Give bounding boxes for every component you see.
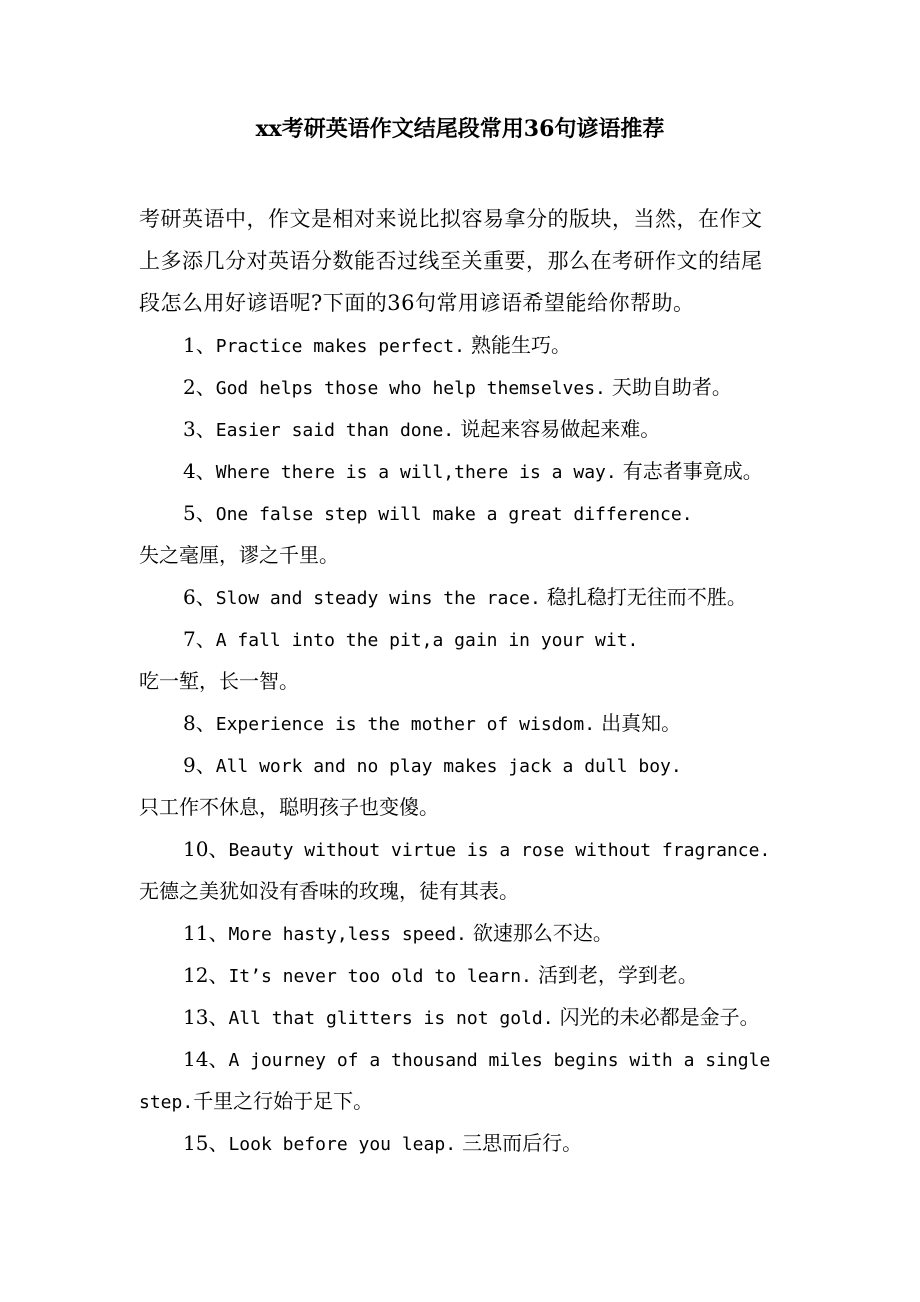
proverb-item bbox=[139, 324, 779, 366]
proverb-chinese: 只工作不休息，聪明孩子也变傻。 bbox=[139, 795, 439, 819]
proverb-chinese: 欲速那么不达。 bbox=[472, 921, 613, 945]
proverb-number: 10、 bbox=[183, 837, 229, 861]
proverb-chinese: 无德之美犹如没有香味的玫瑰，徒有其表。 bbox=[139, 879, 519, 903]
intro-line: 考研英语中，作文是相对来说比拟容易拿分的版块，当然，在作文 bbox=[139, 207, 763, 231]
proverb-chinese: 天助自助者。 bbox=[611, 375, 732, 399]
proverb-english: Easier said than done. bbox=[215, 420, 455, 441]
proverb-english: More hasty,less speed. bbox=[228, 924, 467, 945]
proverb-number: 6、 bbox=[183, 585, 216, 609]
proverb-item bbox=[139, 576, 779, 618]
proverb-number: 5、 bbox=[183, 501, 216, 525]
proverb-english: Look before you leap. bbox=[228, 1134, 457, 1155]
proverb-chinese: 稳扎稳打无往而不胜。 bbox=[546, 585, 747, 609]
proverb-item bbox=[139, 1122, 779, 1164]
proverb-item bbox=[139, 492, 779, 534]
proverb-continuation bbox=[139, 660, 779, 702]
proverb-chinese: 失之毫厘，谬之千里。 bbox=[139, 543, 339, 567]
proverb-item bbox=[139, 912, 779, 954]
proverb-item bbox=[139, 1038, 779, 1080]
proverb-number: 15、 bbox=[183, 1131, 229, 1155]
proverb-english: Beauty without virtue is a rose without fragrance. bbox=[228, 840, 771, 861]
proverb-chinese: 有志者事竟成。 bbox=[622, 459, 763, 483]
proverb-continuation bbox=[139, 1080, 779, 1122]
proverb-chinese: 闪光的未必都是金子。 bbox=[559, 1005, 760, 1029]
proverb-number: 7、 bbox=[183, 627, 216, 651]
document-title: xx考研英语作文结尾段常用36句谚语推荐 bbox=[255, 116, 665, 142]
proverb-english: It’s never too old to learn. bbox=[228, 966, 532, 987]
proverb-chinese: 吃一堑，长一智。 bbox=[139, 669, 299, 693]
proverb-item bbox=[139, 366, 779, 408]
proverb-english: Slow and steady wins the race. bbox=[215, 588, 541, 609]
proverb-number: 3、 bbox=[183, 417, 216, 441]
proverb-continuation bbox=[139, 870, 779, 912]
proverb-number: 9、 bbox=[183, 753, 216, 777]
proverb-chinese: 说起来容易做起来难。 bbox=[460, 417, 661, 441]
proverb-english: All that glitters is not gold. bbox=[228, 1008, 554, 1029]
proverb-item bbox=[139, 702, 779, 744]
proverb-english: A journey of a thousand miles begins with a single bbox=[228, 1050, 771, 1071]
proverb-english: A fall into the pit,a gain in your wit. bbox=[215, 630, 639, 651]
proverb-english: Practice makes perfect. bbox=[215, 336, 465, 357]
proverb-number: 12、 bbox=[183, 963, 229, 987]
proverb-number: 2、 bbox=[183, 375, 216, 399]
proverb-item bbox=[139, 996, 779, 1038]
proverb-item bbox=[139, 744, 779, 786]
intro-line: 段怎么用好谚语呢?下面的36句常用谚语希望能给你帮助。 bbox=[139, 291, 695, 315]
proverb-chinese: 熟能生巧。 bbox=[471, 333, 572, 357]
intro-line: 上多添几分对英语分数能否过线至关重要，那么在考研作文的结尾 bbox=[139, 249, 763, 273]
proverb-item bbox=[139, 828, 779, 870]
proverb-english: step. bbox=[139, 1092, 194, 1113]
proverb-english: God helps those who help themselves. bbox=[215, 378, 606, 399]
proverb-number: 4、 bbox=[183, 459, 216, 483]
proverb-number: 8、 bbox=[183, 711, 216, 735]
proverb-list bbox=[139, 324, 779, 1164]
proverb-number: 14、 bbox=[183, 1047, 229, 1071]
proverb-continuation bbox=[139, 786, 779, 828]
proverb-item bbox=[139, 954, 779, 996]
proverb-chinese: 千里之行始于足下。 bbox=[193, 1089, 374, 1113]
proverb-number: 13、 bbox=[183, 1005, 229, 1029]
intro-paragraph bbox=[139, 198, 771, 324]
proverb-number: 11、 bbox=[183, 921, 229, 945]
proverb-item bbox=[139, 450, 779, 492]
proverb-english: Where there is a will,there is a way. bbox=[215, 462, 617, 483]
proverb-chinese: 三思而后行。 bbox=[462, 1131, 583, 1155]
proverb-chinese: 出真知。 bbox=[601, 711, 682, 735]
proverb-number: 1、 bbox=[183, 333, 216, 357]
proverb-english: One false step will make a great difference. bbox=[215, 504, 693, 525]
proverb-chinese: 活到老，学到老。 bbox=[537, 963, 698, 987]
proverb-english: All work and no play makes jack a dull boy. bbox=[215, 756, 682, 777]
proverb-english: Experience is the mother of wisdom. bbox=[215, 714, 596, 735]
proverb-item bbox=[139, 618, 779, 660]
proverb-continuation bbox=[139, 534, 779, 576]
proverb-item bbox=[139, 408, 779, 450]
